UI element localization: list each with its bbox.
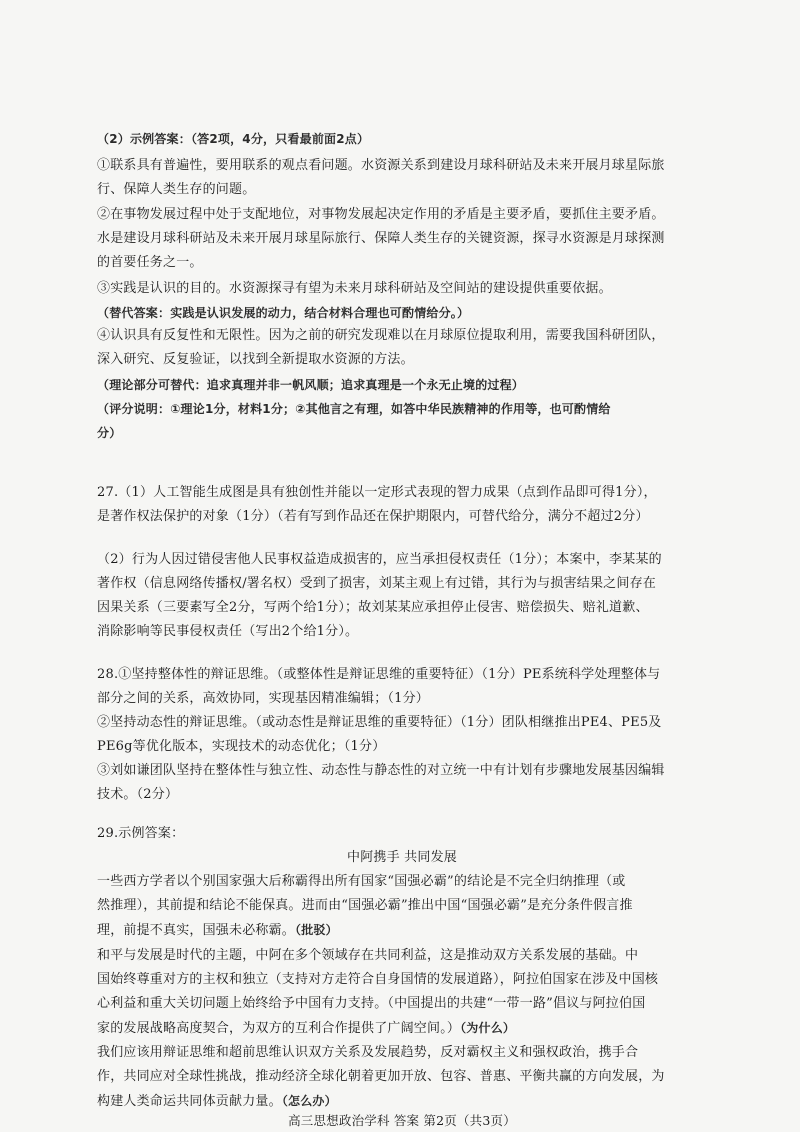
q29-para2-text: 家的发展战略高度契合，为双方的互利合作提供了广阔空间。）	[97, 1021, 461, 1036]
q27-part2-line-3: 因果关系（三要素写全2分，写两个给1分）；故刘某某应承担停止侵害、赔偿损失、赔礼道歉、	[97, 600, 649, 615]
q29-essay-title: 中阿携手 共同发展	[347, 850, 457, 865]
q29-para3-line-3	[97, 1092, 707, 1111]
q27-part2-line-2: 著作权（信息网络传播权/署名权）受到了损害，刘某主观上有过错，其行为与损害结果之间存在	[97, 576, 656, 591]
q29-header: 29.示例答案：	[97, 826, 185, 841]
q29-para3-text: 构建人类命运共同体贡献力量。	[97, 1094, 282, 1109]
q26-theory-note: （理论部分可替代：追求真理并非一帆风顺；追求真理是一个永无止境的过程）	[97, 378, 525, 392]
q26-scoring-note-2: 分）	[97, 426, 122, 440]
q29-para3-line-1: 我们应该用辩证思维和超前思维认识双方关系及发展趋势，反对霸权主义和强权政治，携手合	[97, 1045, 639, 1060]
q26-line-8: 深入研究、反复验证，以找到全新提取水资源的方法。	[97, 352, 414, 367]
q28-line-2: 部分之间的关系，高效协同，实现基因精准编辑；（1分）	[97, 691, 429, 706]
q26-line-7: ④认识具有反复性和无限性。因为之前的研究发现难以在月球原位提取利用，需要我国科研团队，	[97, 328, 665, 343]
q27-part1-line-1: 27.（1）人工智能生成图是具有独创性并能以一定形式表现的智力成果（点到作品即可得1分），	[97, 485, 657, 500]
q28-line-6: 技术。（2分）	[97, 787, 179, 802]
q26-part2-header: （2）示例答案：（答2项，4分，只看最前面2点）	[97, 132, 370, 146]
q26-line-1: ①联系具有普遍性，要用联系的观点看问题。水资源关系到建设月球科研站及未来开展月球星际旅	[97, 158, 665, 173]
q26-line-5: 的首要任务之一。	[97, 255, 203, 270]
q29-para1-line-2: 然推理），其前提和结论不能保真。进而由“国强必霸”推出中国“国强必霸”是充分条件假言推	[97, 898, 633, 913]
q29-para3-mark: （怎么办）	[281, 1094, 337, 1108]
q29-para1-line-3	[97, 921, 707, 940]
q26-scoring-note-1: （评分说明：①理论1分，材料1分；②其他言之有理，如答中华民族精神的作用等，也可酌情给	[97, 402, 611, 416]
q29-para1-mark: （批驳）	[295, 923, 338, 937]
q28-line-3: ②坚持动态性的辩证思维。（或动态性是辩证思维的重要特征）（1分）团队相继推出PE4、PE5及	[97, 715, 662, 730]
q26-line-4: 水是建设月球科研站及未来开展月球星际旅行、保障人类生存的关键资源，探寻水资源是月球探测	[97, 231, 665, 246]
q29-para2-line-2: 国始终尊重对方的主权和独立（支持对方走符合自身国情的发展道路），阿拉伯国家在涉及中国核	[97, 972, 659, 987]
q28-line-1: 28.①坚持整体性的辩证思维。（或整体性是辩证思维的重要特征）（1分）PE系统科学处理整体与	[97, 667, 661, 682]
q29-para1-line-1: 一些西方学者以个别国家强大后称霸得出所有国家“国强必霸”的结论是不完全归纳推理（或	[97, 874, 626, 889]
q29-para2-mark: （为什么）	[460, 1021, 516, 1035]
q26-line-6: ③实践是认识的目的。水资源探寻有望为未来月球科研站及空间站的建设提供重要依据。	[97, 281, 612, 296]
q29-para2-line-4	[97, 1019, 707, 1038]
q28-line-4: PE6g等优化版本，实现技术的动态优化；（1分）	[97, 739, 386, 754]
q27-part1-line-2: 是著作权法保护的对象（1分）（若有写到作品还在保护期限内，可替代给分，满分不超过2分）	[97, 509, 649, 524]
q29-para3-line-2: 作，共同应对全球性挑战，推动经济全球化朝着更加开放、包容、普惠、平衡共赢的方向发展，为	[97, 1069, 665, 1084]
q26-line-3: ②在事物发展过程中处于支配地位，对事物发展起决定作用的矛盾是主要矛盾，要抓住主要矛盾。	[97, 207, 665, 222]
q29-para2-line-1: 和平与发展是时代的主题，中阿在多个领域存在共同利益，这是推动双方关系发展的基础。中	[97, 948, 639, 963]
page-footer: 高三思想政治学科 答案 第2页（共3页）	[288, 1113, 516, 1128]
q28-line-5: ③刘如谦团队坚持在整体性与独立性、动态性与静态性的对立统一中有计划有步骤地发展基因编辑	[97, 763, 665, 778]
q29-para2-line-3: 心利益和重大关切问题上始终给予中国有力支持。（中国提出的共建“一带一路”倡议与阿拉伯国	[97, 996, 646, 1011]
q26-alt-answer: （替代答案：实践是认识发展的动力，结合材料合理也可酌情给分。）	[97, 306, 470, 320]
q27-part2-line-1: （2）行为人因过错侵害他人民事权益造成损害的，应当承担侵权责任（1分）；本案中，李某某的	[97, 552, 662, 567]
q27-part2-line-4: 消除影响等民事侵权责任（写出2个给1分）。	[97, 624, 359, 639]
q29-para1-text: 理，前提不真实，国强未必称霸。	[97, 923, 296, 938]
q26-line-2: 行、保障人类生存的问题。	[97, 182, 256, 197]
